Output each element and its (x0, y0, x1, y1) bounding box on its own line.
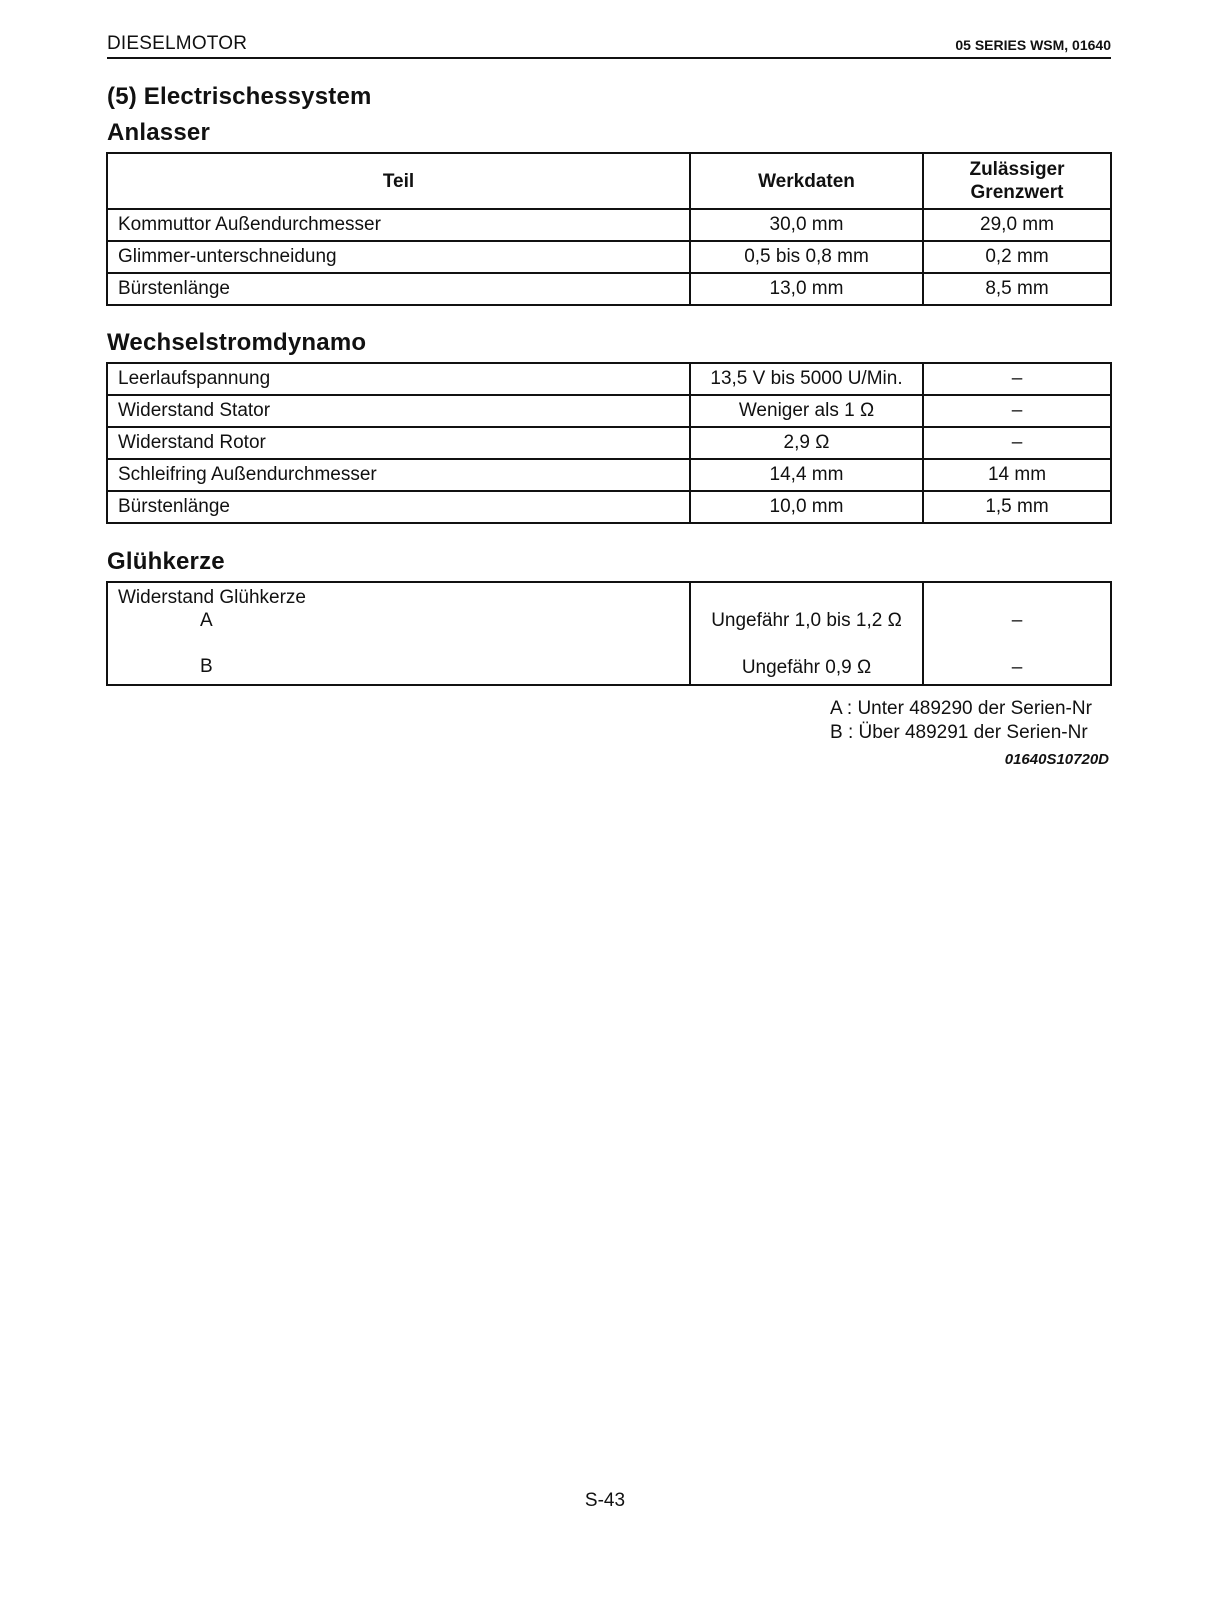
row-factory-spec: 2,9 Ω (690, 427, 923, 459)
row-limit: – (923, 395, 1111, 427)
column-header-factory-spec: Werkdaten (690, 153, 923, 209)
row-limit: 14 mm (923, 459, 1111, 491)
header-title: DIESELMOTOR (107, 33, 248, 54)
row-factory-spec: 10,0 mm (690, 491, 923, 523)
footnote-b: B : Über 489291 der Serien-Nr (830, 722, 1088, 743)
variant-value-b: Ungefähr 0,9 Ω (741, 657, 872, 678)
table-row (107, 273, 1111, 305)
glow-plug-name: Widerstand Glühkerze (118, 587, 306, 608)
row-factory-spec: 14,4 mm (690, 459, 923, 491)
table-row (107, 491, 1111, 523)
row-part: Leerlaufspannung (107, 363, 690, 395)
row-limit: 0,2 mm (923, 241, 1111, 273)
glow-plug-part-cell (107, 582, 690, 685)
variant-value-a: Ungefähr 1,0 bis 1,2 Ω (711, 610, 902, 631)
glow-plug-limit-cell (923, 582, 1111, 685)
row-factory-spec: 13,0 mm (690, 273, 923, 305)
header-series: 05 SERIES WSM, 01640 (955, 37, 1111, 53)
row-part: Widerstand Rotor (107, 427, 690, 459)
page-number: S-43 (584, 1490, 626, 1511)
table-row (107, 459, 1111, 491)
table-row (107, 427, 1111, 459)
row-limit: – (923, 363, 1111, 395)
starter-title: Anlasser (107, 119, 210, 146)
glow-plug-spec-cell (690, 582, 923, 685)
row-factory-spec: 30,0 mm (690, 209, 923, 241)
table-row (107, 363, 1111, 395)
alternator-title: Wechselstromdynamo (107, 329, 367, 356)
glow-plug-title: Glühkerze (107, 548, 225, 575)
document-code: 01640S10720D (1004, 751, 1109, 768)
row-factory-spec: 13,5 V bis 5000 U/Min. (690, 363, 923, 395)
column-header-part: Teil (107, 153, 690, 209)
variant-label-a: A (200, 610, 213, 631)
variant-limit-b: – (1011, 657, 1023, 678)
table-row (107, 241, 1111, 273)
row-part: Bürstenlänge (107, 491, 690, 523)
footnote-a: A : Unter 489290 der Serien-Nr (830, 698, 1092, 719)
row-part: Bürstenlänge (107, 273, 690, 305)
row-part: Schleifring Außendurchmesser (107, 459, 690, 491)
table-row (107, 395, 1111, 427)
section-heading: (5) Electrischessystem (107, 83, 372, 110)
table-row (107, 209, 1111, 241)
row-part: Widerstand Stator (107, 395, 690, 427)
starter-table (106, 152, 1112, 306)
row-limit: – (923, 427, 1111, 459)
variant-label-b: B (200, 656, 213, 677)
row-part: Glimmer-unterschneidung (107, 241, 690, 273)
row-factory-spec: 0,5 bis 0,8 mm (690, 241, 923, 273)
table-header-row (107, 153, 1111, 209)
page-header (107, 33, 1111, 59)
row-part: Kommuttor Außendurchmesser (107, 209, 690, 241)
row-factory-spec: Weniger als 1 Ω (690, 395, 923, 427)
table-row (107, 582, 1111, 685)
variant-limit-a: – (1011, 610, 1023, 631)
glow-plug-table (106, 581, 1112, 686)
row-limit: 8,5 mm (923, 273, 1111, 305)
alternator-table (106, 362, 1112, 524)
row-limit: 29,0 mm (923, 209, 1111, 241)
column-header-allowable-limit: Zulässiger Grenzwert (923, 153, 1111, 209)
row-limit: 1,5 mm (923, 491, 1111, 523)
